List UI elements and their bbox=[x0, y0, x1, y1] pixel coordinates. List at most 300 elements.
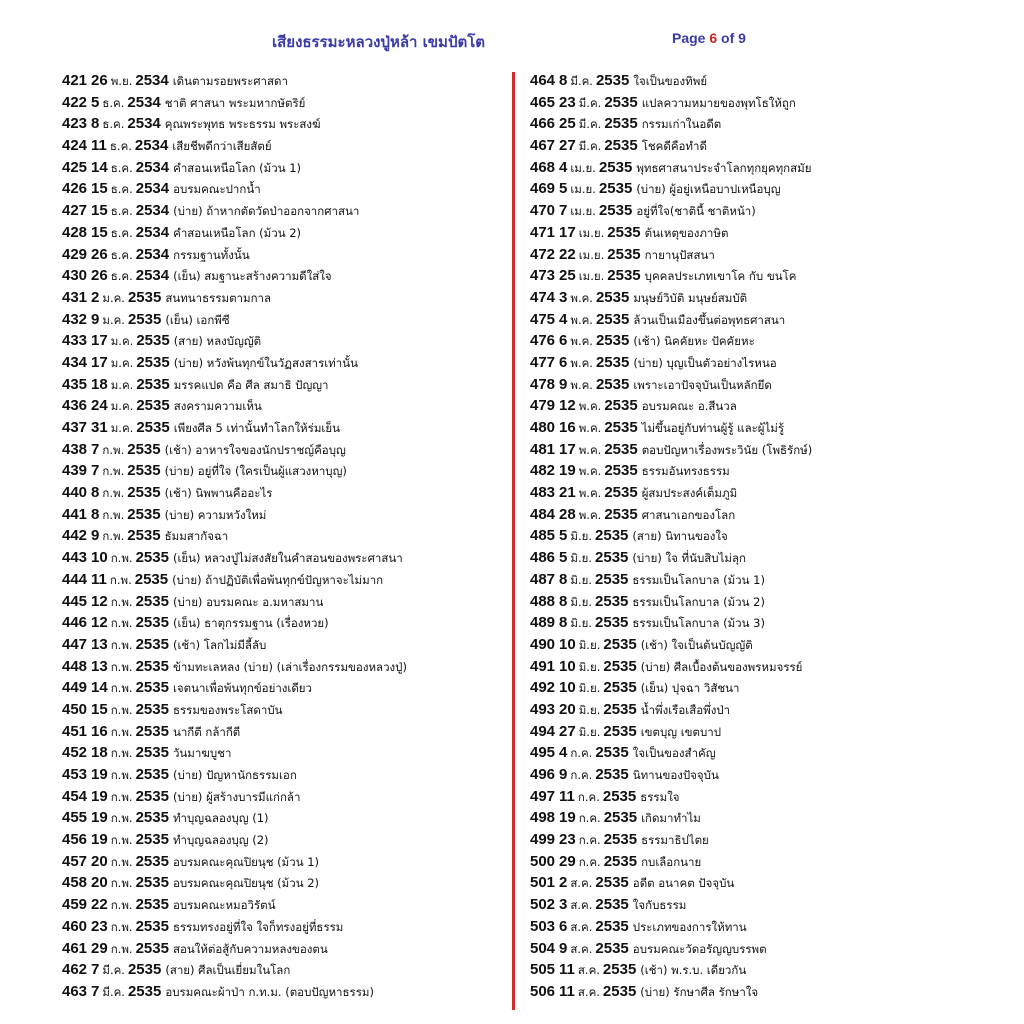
entry-topic: ธรรมอันทรงธรรม bbox=[641, 464, 730, 479]
entry-year: 2535 bbox=[603, 679, 637, 697]
entry-number: 439 bbox=[62, 462, 88, 480]
entry-year: 2534 bbox=[135, 267, 170, 285]
entry-number: 487 bbox=[530, 570, 556, 588]
entry-year: 2535 bbox=[136, 353, 170, 371]
list-item bbox=[530, 135, 1000, 157]
entry-day: 11 bbox=[91, 137, 107, 155]
list-item bbox=[530, 591, 1000, 613]
entry-year: 2534 bbox=[127, 93, 161, 111]
entry-year: 2535 bbox=[602, 787, 637, 805]
entry-day: 15 bbox=[91, 202, 108, 220]
entry-number: 456 bbox=[62, 831, 88, 849]
entry-year: 2535 bbox=[127, 505, 161, 523]
list-item bbox=[530, 309, 1000, 331]
entry-year: 2535 bbox=[595, 744, 629, 762]
entry-topic: (บ่าย) ศีลเบื้องต้นของพรหมจรรย์ bbox=[640, 659, 803, 674]
list-item bbox=[530, 157, 1000, 179]
entry-number: 437 bbox=[62, 419, 88, 436]
entry-topic: เจตนาเพื่อพ้นทุกข์อย่างเดียว bbox=[172, 681, 312, 696]
entry-year: 2535 bbox=[135, 939, 169, 957]
entry-number: 436 bbox=[62, 397, 88, 415]
entry-month: พ.ค. bbox=[570, 290, 593, 305]
entry-topic: ธัมมสากัจฉา bbox=[164, 529, 229, 544]
entry-month: เม.ย. bbox=[578, 269, 605, 284]
entry-month: ธ.ค. bbox=[102, 95, 125, 110]
entry-topic: อบรมคณะวัดอรัญญบรรพต bbox=[632, 941, 767, 956]
entry-day: 23 bbox=[559, 831, 576, 849]
entry-number: 431 bbox=[62, 288, 88, 306]
entry-topic: อบรมคณะ อ.สีนวล bbox=[641, 399, 737, 414]
entry-year: 2535 bbox=[607, 267, 641, 285]
entry-year: 2534 bbox=[135, 180, 170, 198]
entry-day: 20 bbox=[91, 874, 108, 892]
entry-day: 6 bbox=[559, 353, 568, 371]
entry-year: 2535 bbox=[595, 527, 629, 545]
entry-month: มิ.ย. bbox=[570, 551, 593, 566]
entry-year: 2534 bbox=[134, 137, 169, 155]
entry-month: มิ.ย. bbox=[578, 724, 601, 739]
entry-year: 2535 bbox=[595, 592, 629, 610]
list-item bbox=[530, 504, 1000, 526]
list-item bbox=[62, 135, 502, 157]
entry-year: 2534 bbox=[135, 202, 170, 220]
entry-year: 2535 bbox=[135, 635, 169, 653]
entry-day: 19 bbox=[91, 766, 108, 783]
entry-number: 465 bbox=[530, 93, 556, 111]
entry-topic: น้ำพึ่งเรือเสือพึ่งป่า bbox=[640, 702, 731, 717]
entry-day: 7 bbox=[91, 462, 100, 480]
entry-topic: เพราะเอาปัจจุบันเป็นหลักยึด bbox=[633, 377, 772, 392]
entry-topic: กรรมเก่าในอดีต bbox=[641, 117, 722, 132]
entry-year: 2535 bbox=[604, 462, 638, 480]
entry-year: 2535 bbox=[602, 961, 637, 979]
entry-topic: (บ่าย) บุญเป็นตัวอย่างไรหนอ bbox=[633, 355, 777, 370]
list-item bbox=[530, 352, 1000, 374]
entry-number: 483 bbox=[530, 484, 556, 502]
entry-topic: (สาย) นิทานของใจ bbox=[632, 529, 728, 544]
entry-year: 2535 bbox=[595, 570, 629, 588]
entry-day: 8 bbox=[91, 505, 100, 523]
entry-month: ธ.ค. bbox=[110, 182, 133, 197]
entry-topic: (บ่าย) ถ้าหากตัดวัดป่าออกจากศาสนา bbox=[173, 204, 360, 219]
entry-topic: อบรมคณะปากน้ำ bbox=[173, 182, 261, 197]
entry-month: มี.ค. bbox=[578, 117, 602, 132]
list-item bbox=[62, 591, 502, 613]
list-item bbox=[530, 113, 1000, 135]
entry-month: พ.ค. bbox=[578, 421, 602, 435]
list-item bbox=[62, 851, 502, 873]
entry-year: 2535 bbox=[135, 787, 169, 805]
list-item bbox=[62, 439, 502, 461]
entry-topic: อดีต อนาคต ปัจจุบัน bbox=[632, 876, 735, 891]
list-item bbox=[530, 699, 1000, 721]
list-item bbox=[530, 981, 1000, 1003]
entry-number: 492 bbox=[530, 679, 556, 697]
list-item bbox=[530, 959, 1000, 981]
entry-year: 2535 bbox=[595, 353, 630, 371]
entry-number: 504 bbox=[530, 939, 556, 957]
entry-topic: คำสอนเหนือโลก (ม้วน 1) bbox=[173, 160, 302, 175]
entry-topic: วันมาฆบูชา bbox=[172, 746, 232, 761]
list-item bbox=[62, 807, 502, 829]
entry-month: พ.ย. bbox=[110, 74, 133, 88]
entry-day: 25 bbox=[559, 267, 576, 285]
list-item bbox=[530, 200, 1000, 222]
entry-year: 2535 bbox=[135, 549, 169, 567]
list-item bbox=[530, 330, 1000, 352]
entry-month: เม.ย. bbox=[570, 182, 596, 197]
entry-year: 2535 bbox=[595, 288, 630, 306]
entry-day: 6 bbox=[559, 332, 568, 350]
entry-month: ก.พ. bbox=[110, 702, 133, 717]
entry-topic: เดินตามรอยพระศาสดา bbox=[172, 74, 288, 88]
entry-topic: เขตบุญ เขตบาป bbox=[640, 724, 722, 739]
entry-year: 2535 bbox=[135, 809, 169, 827]
entry-year: 2535 bbox=[595, 896, 629, 914]
list-item bbox=[62, 352, 502, 374]
entry-topic: (เย็น) สมฐานะสร้างความดีใส่ใจ bbox=[173, 269, 332, 284]
entry-day: 6 bbox=[559, 917, 568, 935]
list-item bbox=[530, 70, 1000, 92]
entry-month: ม.ค. bbox=[110, 334, 134, 349]
entry-month: ก.ค. bbox=[570, 768, 593, 782]
entry-month: เม.ย. bbox=[570, 160, 596, 175]
entry-topic: (บ่าย) ผู้สร้างบารมีแก่กล้า bbox=[172, 789, 301, 804]
entry-year: 2534 bbox=[135, 223, 170, 241]
entry-year: 2535 bbox=[595, 375, 630, 393]
entry-month: ส.ค. bbox=[570, 898, 593, 913]
entry-day: 15 bbox=[91, 700, 108, 718]
list-item bbox=[62, 872, 502, 894]
entry-month: พ.ค. bbox=[578, 486, 602, 501]
entry-number: 425 bbox=[62, 158, 88, 176]
entry-topic: (บ่าย) รักษาศีล รักษาใจ bbox=[640, 984, 759, 999]
entry-month: ส.ค. bbox=[570, 941, 593, 956]
list-item bbox=[62, 222, 502, 244]
entry-year: 2534 bbox=[127, 115, 161, 133]
entry-year: 2535 bbox=[127, 440, 161, 458]
entry-month: เม.ย. bbox=[578, 225, 605, 240]
entry-day: 17 bbox=[559, 223, 576, 241]
entry-month: ก.พ. bbox=[110, 919, 133, 934]
entry-number: 484 bbox=[530, 505, 556, 523]
entry-day: 8 bbox=[91, 115, 100, 133]
entry-month: ก.พ. bbox=[110, 811, 133, 826]
entry-month: มิ.ย. bbox=[578, 681, 601, 696]
entry-day: 13 bbox=[91, 635, 108, 653]
entry-month: มิ.ย. bbox=[578, 637, 601, 652]
entry-year: 2535 bbox=[135, 592, 169, 610]
entry-topic: ธรรมาธิปไตย bbox=[641, 833, 709, 848]
entry-day: 10 bbox=[559, 679, 576, 697]
entry-year: 2535 bbox=[136, 332, 170, 350]
entry-month: ส.ค. bbox=[577, 984, 600, 999]
entry-number: 452 bbox=[62, 744, 88, 762]
entry-month: ก.พ. bbox=[110, 594, 133, 609]
entry-number: 463 bbox=[62, 982, 88, 1000]
entry-topic: เกิดมาทำไม bbox=[641, 811, 701, 826]
entry-year: 2535 bbox=[127, 310, 162, 328]
entry-topic: กรรมฐานทั้งนั้น bbox=[173, 247, 250, 262]
entry-year: 2535 bbox=[127, 288, 162, 306]
entry-month: ก.พ. bbox=[102, 529, 125, 544]
entry-topic: มนุษย์วิบัติ มนุษย์สมบัติ bbox=[633, 290, 748, 305]
entry-month: ส.ค. bbox=[577, 963, 600, 978]
entry-number: 421 bbox=[62, 72, 88, 89]
entry-year: 2535 bbox=[604, 397, 638, 415]
entry-day: 2 bbox=[91, 288, 100, 306]
entry-year: 2535 bbox=[135, 831, 169, 849]
entry-day: 8 bbox=[559, 72, 568, 89]
list-item bbox=[530, 916, 1000, 938]
list-item bbox=[62, 764, 502, 786]
entry-month: ส.ค. bbox=[570, 876, 593, 891]
entry-year: 2535 bbox=[595, 874, 629, 892]
list-item bbox=[530, 742, 1000, 764]
entry-day: 11 bbox=[559, 961, 575, 979]
entry-day: 8 bbox=[559, 570, 568, 588]
entry-month: ก.พ. bbox=[102, 464, 125, 479]
list-item bbox=[530, 395, 1000, 417]
entry-day: 11 bbox=[559, 787, 575, 805]
entry-day: 13 bbox=[91, 657, 108, 675]
entry-topic: ธรรมทรงอยู่ที่ใจ ใจก็ทรงอยู่ที่ธรรม bbox=[172, 919, 344, 934]
entry-number: 423 bbox=[62, 115, 88, 133]
entry-number: 444 bbox=[62, 570, 88, 588]
entry-day: 15 bbox=[91, 223, 108, 241]
entry-month: พ.ค. bbox=[578, 507, 602, 522]
entry-day: 5 bbox=[559, 549, 568, 567]
entry-topic: ต้นเหตุของภาษิต bbox=[644, 225, 729, 240]
entry-day: 3 bbox=[559, 288, 568, 306]
entry-number: 469 bbox=[530, 180, 556, 198]
list-item bbox=[530, 374, 1000, 396]
entry-topic: ล้วนเป็นเมืองขึ้นต่อพุทธศาสนา bbox=[633, 312, 786, 327]
entry-topic: มรรคแปด คือ ศีล สมาธิ ปัญญา bbox=[173, 377, 329, 392]
entry-month: ม.ค. bbox=[102, 290, 125, 305]
entry-day: 9 bbox=[559, 939, 568, 957]
entry-month: ธ.ค. bbox=[102, 117, 125, 132]
entry-topic: (บ่าย) ผู้อยู่เหนือบาปเหนือบุญ bbox=[636, 182, 781, 197]
list-item bbox=[530, 547, 1000, 569]
list-item bbox=[62, 482, 502, 504]
entry-month: ก.ค. bbox=[570, 746, 593, 761]
entry-number: 450 bbox=[62, 700, 88, 718]
entry-year: 2535 bbox=[603, 635, 637, 653]
entry-year: 2535 bbox=[595, 939, 629, 957]
list-item bbox=[530, 222, 1000, 244]
entry-topic: อบรมคณะคุณปิยนุช (ม้วน 2) bbox=[172, 876, 320, 891]
entry-year: 2535 bbox=[135, 700, 169, 718]
entry-year: 2535 bbox=[607, 245, 641, 263]
entry-topic: พุทธศาสนาประจำโลกทุกยุคทุกสมัย bbox=[636, 160, 812, 175]
entry-day: 29 bbox=[91, 939, 108, 957]
list-item bbox=[530, 786, 1000, 808]
entry-day: 24 bbox=[91, 397, 108, 415]
entry-topic: กบเลือกนาย bbox=[641, 854, 702, 869]
entry-number: 453 bbox=[62, 766, 88, 783]
entry-year: 2535 bbox=[595, 614, 629, 632]
entry-number: 434 bbox=[62, 353, 88, 371]
entry-month: ก.พ. bbox=[110, 746, 133, 761]
entry-month: ก.พ. bbox=[109, 572, 132, 587]
entry-year: 2535 bbox=[127, 462, 161, 480]
entry-number: 477 bbox=[530, 353, 556, 371]
list-item bbox=[530, 417, 1000, 439]
list-item bbox=[62, 374, 502, 396]
entry-month: พ.ค. bbox=[578, 399, 602, 414]
page-prefix: Page bbox=[672, 30, 710, 46]
entry-topic: (เย็น) หลวงปู่ไม่สงสัยในคำสอนของพระศาสนา bbox=[172, 551, 403, 566]
entry-year: 2535 bbox=[604, 137, 638, 155]
entry-day: 31 bbox=[91, 419, 108, 436]
entry-month: ม.ค. bbox=[110, 377, 134, 392]
entry-day: 8 bbox=[91, 484, 100, 502]
entry-topic: (บ่าย) ความหวังใหม่ bbox=[164, 507, 267, 522]
entry-year: 2535 bbox=[603, 722, 637, 740]
list-item bbox=[530, 244, 1000, 266]
entry-month: มิ.ย. bbox=[578, 659, 601, 674]
entry-number: 490 bbox=[530, 635, 556, 653]
entry-year: 2534 bbox=[135, 72, 169, 89]
entry-year: 2535 bbox=[127, 527, 161, 545]
list-item bbox=[62, 417, 502, 439]
entry-month: พ.ค. bbox=[578, 442, 602, 457]
entry-day: 22 bbox=[91, 896, 108, 914]
entry-day: 10 bbox=[559, 635, 576, 653]
list-item bbox=[530, 634, 1000, 656]
entry-month: ก.พ. bbox=[102, 486, 125, 501]
entry-topic: ใจกับธรรม bbox=[632, 898, 687, 913]
entry-number: 441 bbox=[62, 505, 88, 523]
entry-topic: (เช้า) พ.ร.บ. เดียวกัน bbox=[640, 963, 747, 978]
entry-number: 482 bbox=[530, 462, 556, 480]
entry-topic: (บ่าย) อบรมคณะ อ.มหาสมาน bbox=[172, 594, 324, 609]
list-item bbox=[62, 894, 502, 916]
entry-year: 2535 bbox=[135, 852, 169, 870]
entry-day: 27 bbox=[559, 137, 576, 155]
entry-day: 14 bbox=[91, 158, 108, 176]
entry-month: มี.ค. bbox=[102, 984, 125, 999]
entry-month: มี.ค. bbox=[578, 95, 602, 110]
entry-topic: (สาย) ศีลเป็นเยี่ยมในโลก bbox=[165, 963, 291, 978]
entry-year: 2535 bbox=[135, 679, 169, 697]
entry-year: 2535 bbox=[604, 93, 638, 111]
entry-number: 433 bbox=[62, 332, 88, 350]
entry-topic: อบรมคณะหมอวิรัตน์ bbox=[172, 898, 276, 913]
entry-day: 23 bbox=[91, 917, 108, 935]
entry-number: 430 bbox=[62, 267, 88, 285]
entry-number: 479 bbox=[530, 397, 556, 415]
entry-day: 20 bbox=[91, 852, 108, 870]
entry-number: 498 bbox=[530, 809, 556, 827]
entry-number: 461 bbox=[62, 939, 88, 957]
entry-day: 21 bbox=[559, 484, 576, 502]
entry-day: 26 bbox=[91, 72, 108, 89]
entry-number: 451 bbox=[62, 722, 88, 740]
entry-topic: ผู้สมประสงค์เต็มภูมิ bbox=[641, 486, 738, 501]
entry-day: 19 bbox=[91, 809, 108, 827]
entry-number: 496 bbox=[530, 766, 556, 783]
entry-month: ก.พ. bbox=[102, 442, 125, 457]
entry-month: ก.ค. bbox=[577, 789, 600, 804]
entry-year: 2535 bbox=[603, 700, 637, 718]
entry-number: 427 bbox=[62, 202, 88, 220]
entry-topic: (เย็น) ปุจฉา วิสัชนา bbox=[640, 681, 740, 696]
entry-number: 503 bbox=[530, 917, 556, 935]
list-item bbox=[530, 92, 1000, 114]
entry-year: 2535 bbox=[595, 72, 630, 89]
entry-year: 2535 bbox=[604, 419, 638, 436]
entry-topic: (บ่าย) ถ้าปฏิบัติเพื่อพ้นทุกข์ปัญหาจะไม่มาก bbox=[172, 572, 384, 587]
entry-topic: (เย็น) เอกพีซี bbox=[165, 312, 230, 327]
entry-number: 489 bbox=[530, 614, 556, 632]
entry-number: 497 bbox=[530, 787, 556, 805]
entry-day: 5 bbox=[559, 527, 568, 545]
entry-number: 471 bbox=[530, 223, 556, 241]
list-item bbox=[62, 265, 502, 287]
entry-month: มิ.ย. bbox=[570, 616, 593, 631]
entry-day: 26 bbox=[91, 267, 108, 285]
entry-month: ธ.ค. bbox=[110, 160, 133, 175]
list-item bbox=[530, 807, 1000, 829]
entry-year: 2535 bbox=[595, 332, 630, 350]
entry-number: 494 bbox=[530, 722, 556, 740]
entry-topic: คุณพระพุทธ พระธรรม พระสงฆ์ bbox=[164, 117, 321, 132]
entry-year: 2535 bbox=[598, 180, 633, 198]
entry-day: 12 bbox=[91, 592, 108, 610]
entry-topic: โชคดีคือทำดี bbox=[641, 139, 707, 154]
entry-topic: นากีตี กล้ากีตี bbox=[172, 724, 241, 739]
entry-number: 501 bbox=[530, 874, 556, 892]
entry-year: 2535 bbox=[604, 505, 638, 523]
entry-topic: สงครามความเห็น bbox=[173, 399, 262, 414]
entry-month: เม.ย. bbox=[570, 204, 596, 219]
list-item bbox=[62, 113, 502, 135]
entry-topic: (บ่าย) หวังพ้นทุกข์ในวัฏสงสารเท่านั้น bbox=[173, 355, 358, 370]
entry-year: 2535 bbox=[604, 484, 638, 502]
entry-month: ก.ค. bbox=[578, 833, 601, 848]
left-column-list bbox=[62, 70, 502, 1003]
entry-day: 29 bbox=[559, 852, 576, 870]
entry-year: 2535 bbox=[604, 115, 638, 133]
entry-topic: ชาติ ศาสนา พระมหากษัตริย์ bbox=[164, 95, 306, 110]
entry-day: 7 bbox=[559, 202, 568, 220]
entry-number: 470 bbox=[530, 202, 556, 220]
list-item bbox=[62, 504, 502, 526]
entry-number: 502 bbox=[530, 896, 556, 914]
entry-topic: ประเภทของการให้ทาน bbox=[632, 919, 747, 934]
entry-topic: ใจเป็นของทิพย์ bbox=[633, 74, 708, 88]
list-item bbox=[530, 178, 1000, 200]
entry-topic: (เช้า) ใจเป็นต้นบัญญัติ bbox=[640, 637, 753, 652]
entry-day: 15 bbox=[91, 180, 108, 198]
entry-number: 505 bbox=[530, 961, 556, 979]
entry-month: มิ.ย. bbox=[578, 702, 601, 717]
entry-number: 429 bbox=[62, 245, 88, 263]
entry-number: 445 bbox=[62, 592, 88, 610]
entry-topic: ธรรมเป็นโลกบาล (ม้วน 1) bbox=[632, 572, 765, 587]
list-item bbox=[530, 677, 1000, 699]
list-item bbox=[530, 829, 1000, 851]
entry-year: 2535 bbox=[136, 419, 170, 436]
entry-month: ธ.ค. bbox=[110, 204, 133, 219]
entry-month: พ.ค. bbox=[570, 312, 593, 327]
entry-day: 11 bbox=[559, 982, 575, 1000]
entry-day: 22 bbox=[559, 245, 576, 263]
entry-month: ก.พ. bbox=[110, 681, 133, 696]
entry-year: 2535 bbox=[134, 570, 169, 588]
